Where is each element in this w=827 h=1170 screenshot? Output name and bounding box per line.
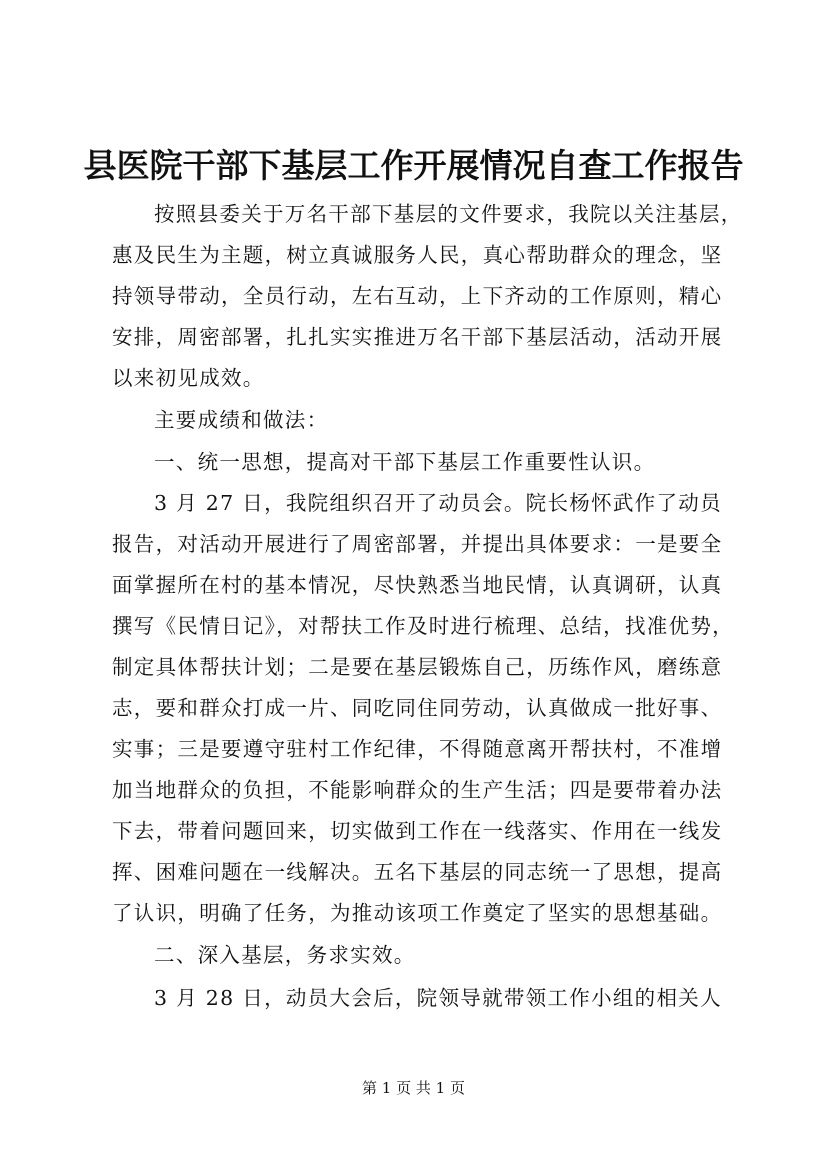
body-line: 安排，周密部署，扎扎实实推进万名干部下基层活动，活动开展 — [112, 325, 723, 349]
body-line: 志，要和群众打成一片、同吃同住同劳动，认真做成一批好事、 — [112, 696, 723, 720]
section-heading: 二、深入基层，务求实效。 — [154, 943, 416, 967]
body-line: 3 月 27 日，我院组织召开了动员会。院长杨怀武作了动员 — [154, 491, 722, 515]
body-line: 了认识，明确了任务，为推动该项工作奠定了坚实的思想基础。 — [112, 901, 723, 925]
body-line: 按照县委关于万名干部下基层的文件要求，我院以关注基层， — [154, 202, 743, 226]
body-line: 撰写《民情日记》，对帮扶工作及时进行梳理、总结，找准优势， — [112, 614, 734, 638]
body-line: 报告，对活动开展进行了周密部署，并提出具体要求：一是要全 — [112, 532, 723, 556]
page-footer: 第 1 页 共 1 页 — [362, 1079, 465, 1097]
body-line: 持领导带动，全员行动，左右互动，上下齐动的工作原则，精心 — [112, 284, 723, 308]
section-label: 主要成绩和做法： — [154, 408, 329, 432]
body-line: 实事；三是要遵守驻村工作纪律，不得随意离开帮扶村，不准增 — [112, 737, 723, 761]
body-line: 惠及民生为主题，树立真诚服务人民，真心帮助群众的理念，坚 — [112, 243, 723, 267]
section-heading: 一、统一思想，提高对干部下基层工作重要性认识。 — [154, 450, 656, 474]
body-line: 制定具体帮扶计划；二是要在基层锻炼自己，历练作风，磨练意 — [112, 655, 723, 679]
body-line: 挥、困难问题在一线解决。五名下基层的同志统一了思想，提高 — [112, 860, 723, 884]
document-title: 县医院干部下基层工作开展情况自查工作报告 — [83, 146, 744, 185]
body-line: 加当地群众的负担，不能影响群众的生产生活；四是要带着办法 — [112, 778, 723, 802]
body-line: 以来初见成效。 — [112, 366, 265, 390]
body-line: 面掌握所在村的基本情况，尽快熟悉当地民情，认真调研，认真 — [112, 573, 723, 597]
body-line: 3 月 28 日，动员大会后，院领导就带领工作小组的相关人 — [154, 986, 722, 1010]
body-line: 下去，带着问题回来，切实做到工作在一线落实、作用在一线发 — [112, 819, 723, 843]
